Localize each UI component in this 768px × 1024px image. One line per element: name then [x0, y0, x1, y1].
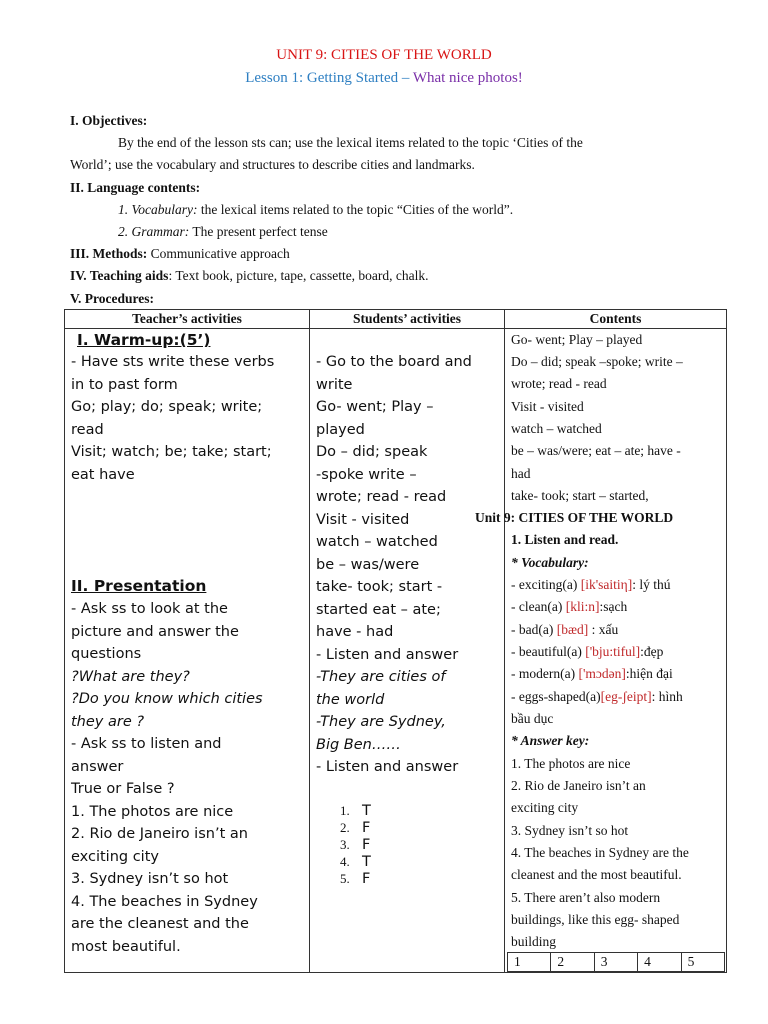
answer-number: 1.	[340, 803, 350, 818]
teacher-cell	[65, 329, 310, 973]
teacher-line: True or False ?	[71, 781, 175, 797]
procedures-table	[64, 309, 727, 973]
contents-line: wrote; read - read	[511, 376, 607, 391]
vocabulary-heading: * Vocabulary:	[511, 555, 589, 570]
student-line: wrote; read - read	[316, 489, 447, 505]
teacher-line: - Ask ss to look at the	[71, 601, 228, 617]
student-line: write	[316, 377, 353, 393]
answer-number: 3.	[340, 837, 350, 852]
teacher-line: in to past form	[71, 377, 178, 393]
header-students: Students’ activities	[310, 310, 505, 329]
lesson-subtitle: What nice photos!	[412, 70, 523, 86]
student-line: watch – watched	[316, 534, 438, 550]
answer-number-table	[507, 952, 725, 972]
teacher-question: they are ?	[71, 714, 145, 730]
answer-key-line: 4. The beaches in Sydney are the	[511, 845, 689, 860]
student-line: - Listen and answer	[316, 759, 459, 775]
methods-line: III. Methods: Communicative approach	[70, 246, 290, 261]
student-tf: F	[362, 820, 371, 836]
contents-line: Do – did; speak –spoke; write –	[511, 354, 683, 369]
answer-key-line: exciting city	[511, 800, 579, 815]
student-tf: T	[362, 803, 371, 819]
teacher-line: - Have sts write these verbs	[71, 354, 275, 370]
student-line: have - had	[316, 624, 394, 640]
answer-key-line: 1. The photos are nice	[511, 756, 631, 771]
answer-key-heading: * Answer key:	[511, 733, 590, 748]
objectives-line-1: By the end of the lesson sts can; use the lexical items related to the topic ‘Cities of the	[118, 135, 583, 150]
answer-key-line: 3. Sydney isn’t so hot	[511, 823, 629, 838]
vocab-item-tail: bầu dục	[511, 711, 554, 726]
contents-cell	[475, 329, 727, 973]
vocab-item: - bad(a) [bæd] : xấu	[511, 622, 619, 637]
teacher-line: 2. Rio de Janeiro isn’t an	[71, 826, 248, 842]
teacher-line: eat have	[71, 467, 135, 483]
answer-key-line: cleanest and the most beautiful.	[511, 867, 682, 882]
student-tf: F	[362, 837, 371, 853]
contents-line: Go- went; Play – played	[511, 332, 643, 347]
vocab-item: - modern(a) ['mɔdən]:hiện đại	[511, 666, 673, 681]
contents-line: watch – watched	[511, 421, 602, 436]
grammar-line: 2. Grammar: The present perfect tense	[118, 224, 328, 239]
objectives-line-2: World’; use the vocabulary and structures to describe cities and landmarks.	[70, 157, 475, 172]
contents-line: take- took; start – started,	[511, 488, 649, 503]
contents-unit-title: Unit 9: CITIES OF THE WORLD	[475, 510, 674, 525]
student-tf: F	[362, 871, 371, 887]
answer-number-cell: 4	[638, 953, 681, 972]
student-tf: T	[362, 854, 371, 870]
vocab-item: - eggs-shaped(a)[eg-ʃeipt]: hình	[511, 689, 683, 704]
presentation-heading: II. Presentation	[71, 577, 207, 595]
vocab-item: - clean(a) [kli:n]:sạch	[511, 599, 628, 614]
student-line: Do – did; speak	[316, 444, 428, 460]
answer-number: 2.	[340, 820, 350, 835]
contents-line: had	[511, 466, 531, 481]
answer-number: 5.	[340, 871, 350, 886]
vocabulary-line: 1. Vocabulary: the lexical items related to the topic “Cities of the world”.	[118, 202, 514, 217]
student-answer: -They are cities of	[316, 669, 446, 685]
objectives-heading: I. Objectives:	[70, 113, 148, 128]
contents-line: be – was/were; eat – ate; have -	[511, 443, 681, 458]
header-contents: Contents	[505, 310, 727, 329]
teacher-line: exciting city	[71, 849, 159, 865]
student-answer: -They are Sydney,	[316, 714, 446, 730]
answer-number-cell: 1	[508, 953, 551, 972]
teacher-line: questions	[71, 646, 142, 662]
lesson-prefix: Lesson 1: Getting Started –	[245, 70, 413, 86]
teacher-question: ?Do you know which cities	[71, 691, 263, 707]
teacher-question: ?What are they?	[71, 669, 190, 685]
teacher-line: Visit; watch; be; take; start;	[71, 444, 272, 460]
student-line: - Go to the board and	[316, 354, 472, 370]
lesson-title	[0, 70, 768, 87]
listen-and-read: 1. Listen and read.	[511, 532, 619, 547]
answer-number-cell: 2	[551, 953, 594, 972]
answer-number-cell: 5	[681, 953, 724, 972]
teacher-line: Go; play; do; speak; write;	[71, 399, 263, 415]
answer-key-line: building	[511, 934, 557, 949]
teacher-line: answer	[71, 759, 124, 775]
teacher-line: 3. Sydney isn’t so hot	[71, 871, 229, 887]
teacher-line: 1. The photos are nice	[71, 804, 234, 820]
teacher-line: most beautiful.	[71, 939, 181, 955]
students-cell	[310, 329, 505, 973]
teaching-aids-line: IV. Teaching aids: Text book, picture, tape, cassette, board, chalk.	[70, 268, 429, 283]
student-line: played	[316, 422, 365, 438]
teacher-line: 4. The beaches in Sydney	[71, 894, 258, 910]
student-answer: the world	[316, 692, 385, 708]
header-teacher: Teacher’s activities	[65, 310, 310, 329]
language-heading: II. Language contents:	[70, 180, 201, 195]
contents-line: Visit - visited	[511, 399, 584, 414]
student-line: Visit - visited	[316, 512, 410, 528]
warmup-heading: I. Warm-up:(5’)	[77, 331, 211, 349]
student-line: Go- went; Play –	[316, 399, 434, 415]
teacher-line: read	[71, 422, 104, 438]
student-line: take- took; start -	[316, 579, 443, 595]
vocab-item: - exciting(a) [ik'saitiη]: lý thú	[511, 577, 671, 592]
teacher-line: - Ask ss to listen and	[71, 736, 222, 752]
teacher-line: are the cleanest and the	[71, 916, 249, 932]
answer-number-cell: 3	[594, 953, 637, 972]
vocab-item: - beautiful(a) ['bju:tiful]:đẹp	[511, 644, 664, 659]
student-answer: Big Ben……	[316, 737, 401, 753]
student-line: started eat – ate;	[316, 602, 441, 618]
answer-key-line: 2. Rio de Janeiro isn’t an	[511, 778, 646, 793]
teacher-line: picture and answer the	[71, 624, 239, 640]
unit-title: UNIT 9: CITIES OF THE WORLD	[276, 47, 492, 63]
student-line: be – was/were	[316, 557, 420, 573]
answer-number: 4.	[340, 854, 350, 869]
answer-key-line: buildings, like this egg- shaped	[511, 912, 680, 927]
procedures-heading: V. Procedures:	[70, 291, 154, 306]
student-line: -spoke write –	[316, 467, 417, 483]
answer-key-line: 5. There aren’t also modern	[511, 890, 661, 905]
student-line: - Listen and answer	[316, 647, 459, 663]
